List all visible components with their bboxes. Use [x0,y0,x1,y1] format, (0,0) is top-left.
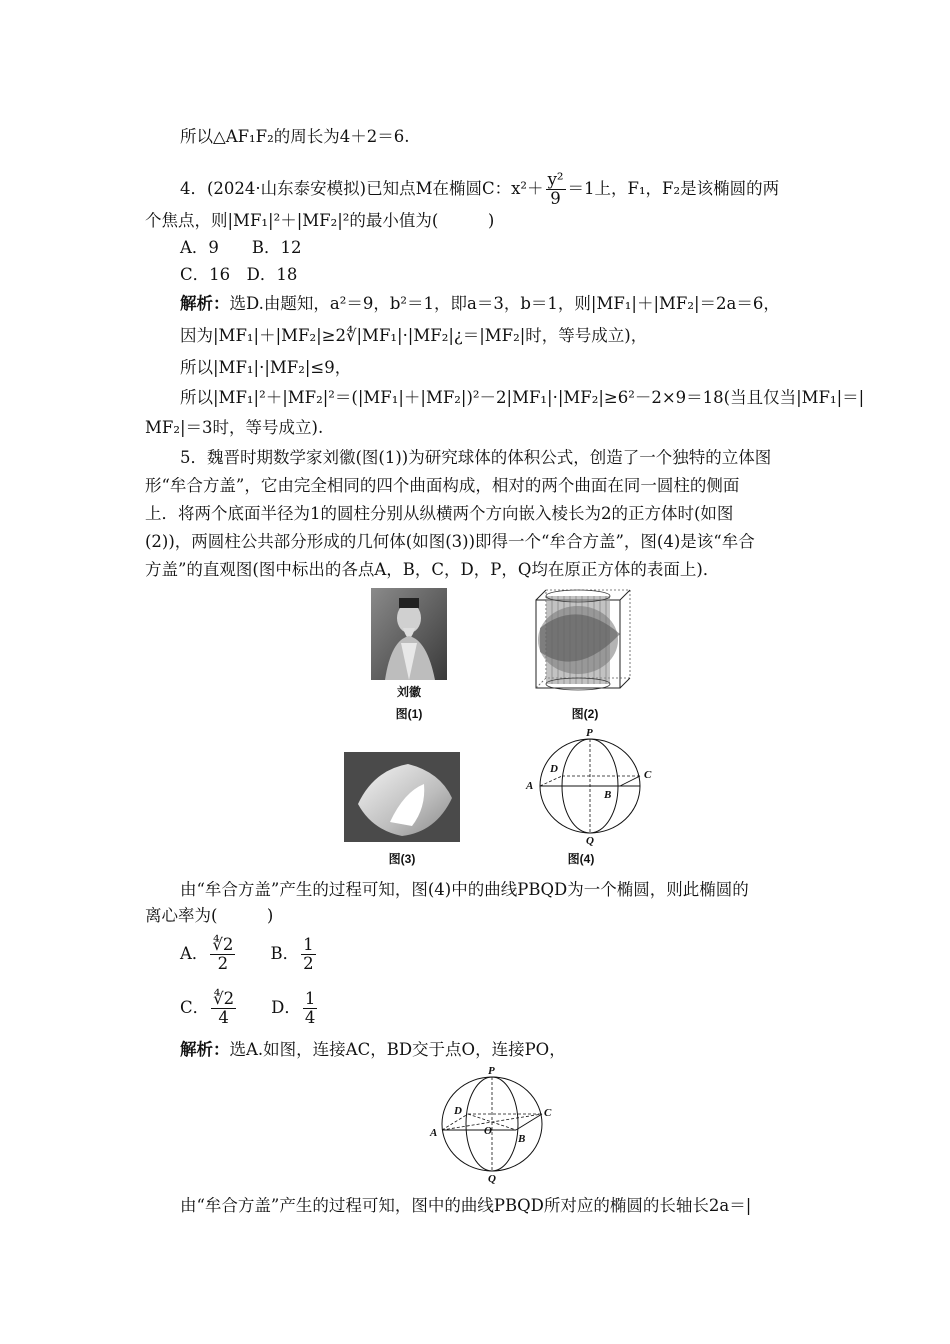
analysis-line: 解析：选D.由题知，a²＝9，b²＝1，即a＝3，b＝1，则|MF₁|＋|MF₂|＝2a＝6， [180,294,780,313]
question-4-options-cd [180,265,297,285]
point-label-d: D [454,1105,462,1117]
question-5-stem: 上．将两个底面半径为1的圆柱分别从纵横两个方向嵌入棱长为2的正方体时(如图 [145,504,734,523]
point-label-b: B [518,1133,526,1145]
analysis-label: 解析： [180,294,230,313]
analysis-line: 所以|MF₁|·|MF₂|≤9， [180,358,352,377]
analysis-sketch-diagram [424,1064,564,1186]
fraction: $\frac{1}{2}$ [303,935,314,973]
analysis-line: 所以|MF₁|²＋|MF₂|²＝(|MF₁|＋|MF₂|)²－2|MF₁|·|MF₂|≥6²－2×9＝18(当且仅当|MF₁|＝| [180,388,865,407]
point-label-c: C [544,1107,552,1119]
cube-cylinders-diagram [532,588,634,692]
analysis-line: 因为|MF₁|＋|MF₂|≥2∜|MF₁|·|MF₂|¿＝|MF₂|时，等号成立)， [180,326,648,345]
point-label-p: P [586,727,593,739]
figure-1-caption: 图(1) [395,707,423,721]
point-label-b: B [604,789,612,801]
figure-3-caption: 图(3) [388,852,416,866]
point-label-d: D [550,763,558,775]
option-a: A． [180,944,209,963]
mouhefanggai-solid-image [344,752,460,842]
fraction: $\frac{\text{y²}}{9}$ [547,170,564,208]
point-label-q: Q [488,1173,496,1185]
question-5-options-ab [180,936,318,973]
point-label-c: C [644,769,652,781]
mouhefanggai-sketch-diagram [510,726,660,848]
question-5-stem: 由“牟合方盖”产生的过程可知，图(4)中的曲线PBQD为一个椭圆，则此椭圆的 [180,880,749,899]
figure-2-caption: 图(2) [571,707,599,721]
option-a: A．9 [180,238,219,257]
fraction: $\frac{∜2}{4}$ [213,989,235,1027]
figure-1-name: 刘徽 [396,685,421,699]
question-5-options-cd [180,990,319,1027]
option-d: D． [271,998,301,1017]
question-5-stem: 离心率为( ) [145,906,274,925]
option-b: B．12 [251,238,302,257]
analysis-label: 解析： [180,1040,230,1059]
point-label-o: O [484,1125,492,1137]
point-label-a: A [526,780,534,792]
question-5-stem: 方盖”的直观图(图中标出的各点A，B，C，D，P，Q均在原正方体的表面上)． [145,560,720,579]
option-c: C． [180,998,210,1017]
question-4-stem-line2: 个焦点，则|MF₁|²＋|MF₂|²的最小值为( ) [145,211,495,230]
analysis-line: MF₂|＝3时，等号成立). [145,418,324,437]
question-5-stem: 5．魏晋时期数学家刘徽(图(1))为研究球体的体积公式，创造了一个独特的立体图 [180,448,772,467]
option-b: B． [270,944,300,963]
question-4-options-ab [180,238,302,258]
fraction: $\frac{1}{4}$ [304,989,316,1027]
option-d: D．18 [246,265,298,284]
figure-4-caption: 图(4) [567,852,595,866]
fraction: $\frac{∜2}{2}$ [212,935,234,973]
option-c: C．16 [180,265,231,284]
question-4-stem: 4．(2024·山东泰安模拟)已知点M在椭圆C：x²＋ $\frac{\text{y²}}{9}$ ＝1上，F₁，F₂是该椭圆的两 [180,170,780,208]
point-label-p: P [488,1065,495,1077]
text-line: 所以△AF₁F₂的周长为4＋2＝6. [180,127,410,146]
point-label-a: A [430,1127,438,1139]
liu-hui-portrait-image [371,588,447,680]
analysis-line: 由“牟合方盖”产生的过程可知，图中的曲线PBQD所对应的椭圆的长轴长2a＝| [180,1196,752,1215]
question-5-stem: 形“牟合方盖”，它由完全相同的四个曲面构成，相对的两个曲面在同一圆柱的侧面 [145,476,740,495]
point-label-q: Q [586,835,594,847]
question-5-stem: (2))，两圆柱公共部分形成的几何体(如图(3))即得一个“牟合方盖”，图(4)是该“牟合 [145,532,755,551]
analysis-line: 解析：选A.如图，连接AC，BD交于点O，连接PO， [180,1040,566,1059]
